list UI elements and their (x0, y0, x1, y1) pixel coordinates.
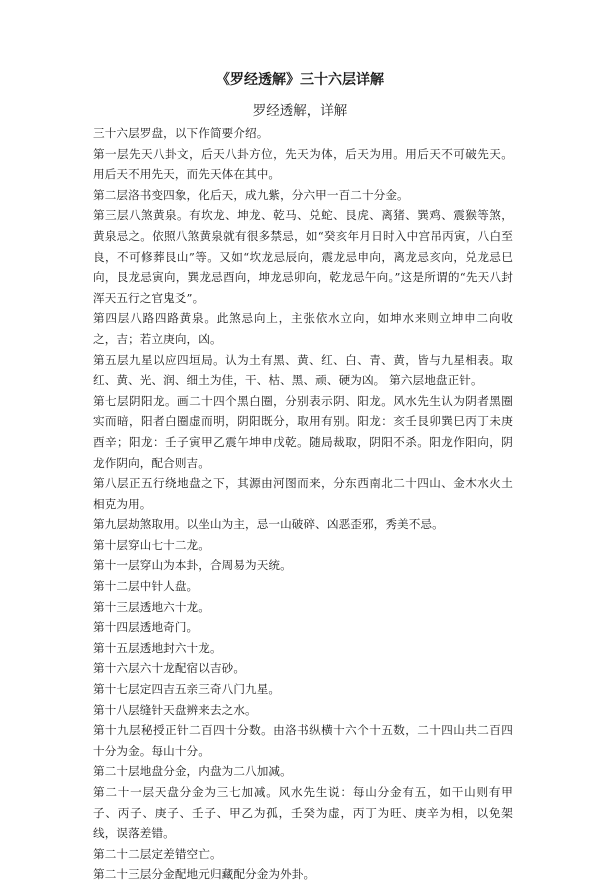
body-paragraph: 第二十层地盘分金，内盘为二八加减。 (93, 764, 292, 779)
body-paragraph: 第三层八煞黄泉。有坎龙、坤龙、乾马、兑蛇、艮虎、离猪、巽鸡、震猴等煞，黄泉忌之。依照八煞黄泉就有很多禁忌，如“癸亥年月日时入中宫吊丙寅，八白至良，不可修葬艮山”等。又如“坎龙忌辰向，震龙忌申向，离龙忌亥向，兑龙忌巳向，艮龙忌寅向，巽龙忌酉向，坤龙忌卯向，乾龙忌午向。”这是所谓的“先天八封浑天五行之官鬼爻”。 (93, 208, 513, 305)
body-paragraph: 第十七层定四吉五亲三奇八门九星。 (93, 682, 281, 697)
body-paragraph: 第十一层穿山为本卦，合周易为天统。 (93, 558, 292, 573)
body-paragraph: 第十九层秘授正针二百四十分数。由洛书纵横十六个十五数，二十四山共二百四十分为金。每山十分。 (93, 723, 513, 758)
body-paragraph: 第十五层透地封六十龙。 (93, 640, 222, 655)
body-paragraph: 第九层劫煞取用。以坐山为主，忌一山破碎、凶恶歪邪，秀美不忌。 (93, 517, 444, 532)
document-title: 《罗经透解》三十六层详解 (216, 72, 384, 88)
body-paragraph: 第十四层透地奇门。 (93, 620, 199, 635)
body-paragraph: 第四层八路四路黄泉。此煞忌向上，主张依水立向，如坤水来则立坤申二向收之，吉；若立庚向，凶。 (93, 311, 513, 346)
body-paragraph: 三十六层罗盘，以下作简要介绍。 (93, 126, 269, 140)
document-body (93, 123, 513, 885)
body-paragraph: 第七层阴阳龙。画二十四个黑白圈，分别表示阴、阳龙。风水先生认为阴者黑圈实而暗，阳者白圈虚而明，阴阳既分，取用有别。阳龙：亥壬艮卯巽巳丙丁未庚酉辛；阳龙：壬子寅甲乙震午坤申戊乾。随局裁取，阴阳不杀。阳龙作阳向，阴龙作阴向，配合则吉。 (93, 393, 513, 470)
body-paragraph: 第二十三层分金配地元归藏配分金为外卦。 (93, 867, 316, 882)
document-subtitle: 罗经透解，详解 (252, 103, 348, 119)
body-paragraph: 第二层洛书变四象，化后天，成九紫，分六甲一百二十分金。 (93, 187, 409, 202)
body-paragraph: 第十八层缝针天盘辨来去之水。 (93, 702, 257, 717)
body-paragraph: 第一层先天八卦文，后天八卦方位，先天为体，后天为用。用后天不可破先天。用后天不用先天，而先天体在其中。 (93, 146, 513, 182)
body-paragraph: 第十层穿山七十二龙。 (93, 537, 210, 552)
body-paragraph: 第五层九星以应四垣局。认为土有黑、黄、红、白、青、黄，皆与九星相表。取红、黄、光、润、细土为佳，干、枯、黑、顽、硬为凶。 第六层地盘正针。 (93, 352, 513, 388)
body-paragraph: 第十二层中针人盘。 (93, 579, 199, 594)
body-paragraph: 第十三层透地六十龙。 (93, 599, 210, 614)
body-paragraph: 第二十一层天盘分金为三七加减。风水先生说：每山分金有五，如干山则有甲子、丙子、庚子、壬子、甲乙为孤，壬癸为虚，丙丁为旺、庚辛为相，以免架线，误落差错。 (93, 785, 513, 841)
body-paragraph: 第二十二层定差错空亡。 (93, 846, 222, 861)
body-paragraph: 第八层正五行绕地盘之下，其源由河图而来，分东西南北二十四山、金木水火土相克为用。 (93, 476, 513, 511)
body-paragraph: 第十六层六十龙配宿以吉砂。 (93, 661, 246, 676)
